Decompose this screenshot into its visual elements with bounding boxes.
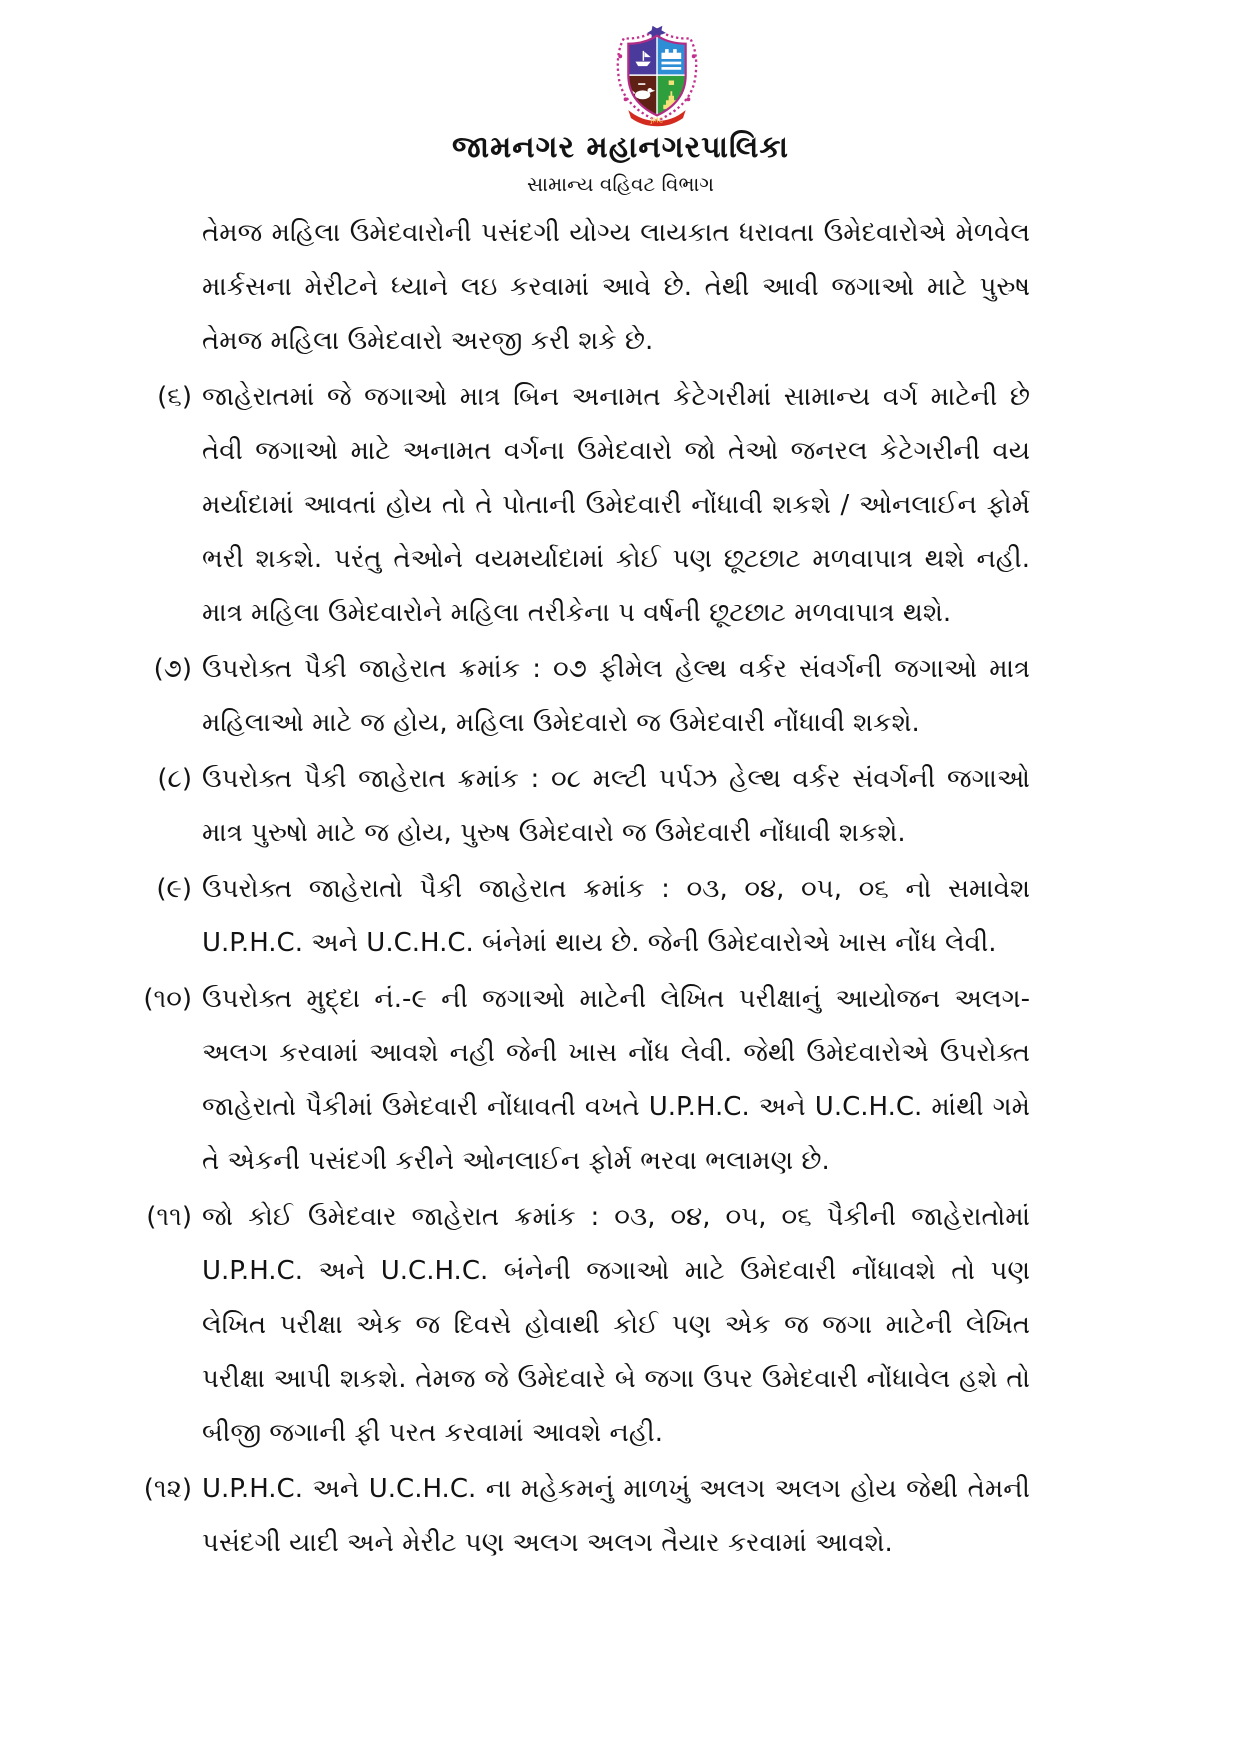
municipal-emblem-logo — [594, 24, 720, 128]
paragraph-number — [130, 206, 202, 368]
paragraph-number: (૯) — [156, 874, 192, 904]
paragraph-number: (૬) — [157, 382, 192, 412]
page-subtitle: સામાન્ય વહિવટ વિભાગ — [526, 172, 714, 196]
paragraph-text: U.P.H.C. અને U.C.H.C. ના મહેકમનું માળખું અલગ અલગ હોય જેથી તેમની પસંદગી યાદી અને મેરીટ પણ અલગ અલગ તૈયાર કરવામાં આવશે. — [202, 1474, 1030, 1558]
paragraph-number: (૮) — [157, 764, 192, 794]
page-title: જામનગર મહાનગરપાલિકા — [452, 130, 789, 165]
paragraph-text: જાહેરાતમાં જે જગાઓ માત્ર બિન અનામત કેટેગરીમાં સામાન્ય વર્ગ માટેની છે તેવી જગાઓ માટે અનામત વર્ગના ઉમેદવારો જો તેઓ જનરલ કેટેગરીની વય મર્યાદામાં આવતાં હોય તો તે પોતાની ઉમેદવારી નોંધાવી શકશે / ઓનલાઈન ફોર્મ ભરી શકશે. પરંતુ તેઓને વયમર્યાદામાં કોઈ પણ છૂટછાટ મળવાપાત્ર થશે નહી. માત્ર મહિલા ઉમેદવારોને મહિલા તરીકેના પ વર્ષની છૂટછાટ મળવાપાત્ર થશે. — [202, 382, 1030, 628]
document-body — [130, 206, 1030, 1570]
paragraph-text: ઉપરોક્ત મુદ્દા નં.-૯ ની જગાઓ માટેની લેખિત પરીક્ષાનું આયોજન અલગ-અલગ કરવામાં આવશે નહી જેની ખાસ નોંધ લેવી. જેથી ઉમેદવારોએ ઉપરોક્ત જાહેરાતો પૈકીમાં ઉમેદવારી નોંધાવતી વખતે U.P.H.C. અને U.C.H.C. માંથી ગમે તે એકની પસંદગી કરીને ઓનલાઈન ફોર્મ ભરવા ભલામણ છે. — [202, 984, 1030, 1176]
paragraph-item-11 — [130, 1190, 1030, 1460]
paragraph-item-7 — [130, 642, 1030, 750]
paragraph-number: (૭) — [153, 654, 192, 684]
paragraph-text: ઉપરોક્ત જાહેરાતો પૈકી જાહેરાત ક્રમાંક : ૦૩, ૦૪, ૦૫, ૦૬ નો સમાવેશ U.P.H.C. અને U.C.H.C. બંનેમાં થાય છે. જેની ઉમેદવારોએ ખાસ નોંધ લેવી. — [202, 874, 1030, 958]
paragraph-item-6 — [130, 370, 1030, 640]
paragraph-item-10 — [130, 972, 1030, 1188]
emblem-container — [594, 24, 720, 128]
paragraph-number: (૧૦) — [143, 984, 192, 1014]
paragraph-item-9 — [130, 862, 1030, 970]
paragraph-item-12 — [130, 1462, 1030, 1570]
paragraph-item-8 — [130, 752, 1030, 860]
emblem-ribbon-text: JMC — [650, 116, 663, 125]
paragraph-intro — [130, 206, 1030, 368]
document-header — [0, 0, 1241, 198]
paragraph-text: ઉપરોક્ત પૈકી જાહેરાત ક્રમાંક : ૦૮ મલ્ટી પર્પઝ હેલ્થ વર્કર સંવર્ગની જગાઓ માત્ર પુરુષો માટે જ હોય, પુરુષ ઉમેદવારો જ ઉમેદવારી નોંધાવી શકશે. — [202, 764, 1030, 848]
paragraph-text: ઉપરોક્ત પૈકી જાહેરાત ક્રમાંક : ૦૭ ફીમેલ હેલ્થ વર્કર સંવર્ગની જગાઓ માત્ર મહિલાઓ માટે જ હોય, મહિલા ઉમેદવારો જ ઉમેદવારી નોંધાવી શકશે. — [202, 654, 1030, 738]
paragraph-text: તેમજ મહિલા ઉમેદવારોની પસંદગી યોગ્ય લાયકાત ધરાવતા ઉમેદવારોએ મેળવેલ માર્કસના મેરીટને ધ્યાને લઇ કરવામાં આવે છે. તેથી આવી જગાઓ માટે પુરુષ તેમજ મહિલા ઉમેદવારો અરજી કરી શકે છે. — [202, 218, 1030, 356]
paragraph-number: (૧૧) — [146, 1202, 192, 1232]
paragraph-number: (૧૨) — [143, 1474, 192, 1504]
paragraph-text: જો કોઈ ઉમેદવાર જાહેરાત ક્રમાંક : ૦૩, ૦૪, ૦૫, ૦૬ પૈકીની જાહેરાતોમાં U.P.H.C. અને U.C.H.C. બંનેની જગાઓ માટે ઉમેદવારી નોંધાવશે તો પણ લેખિત પરીક્ષા એક જ દિવસે હોવાથી કોઈ પણ એક જ જગા માટેની લેખિત પરીક્ષા આપી શકશે. તેમજ જે ઉમેદવારે બે જગા ઉપર ઉમેદવારી નોંધાવેલ હશે તો બીજી જગાની ફી પરત કરવામાં આવશે નહી. — [202, 1202, 1030, 1448]
